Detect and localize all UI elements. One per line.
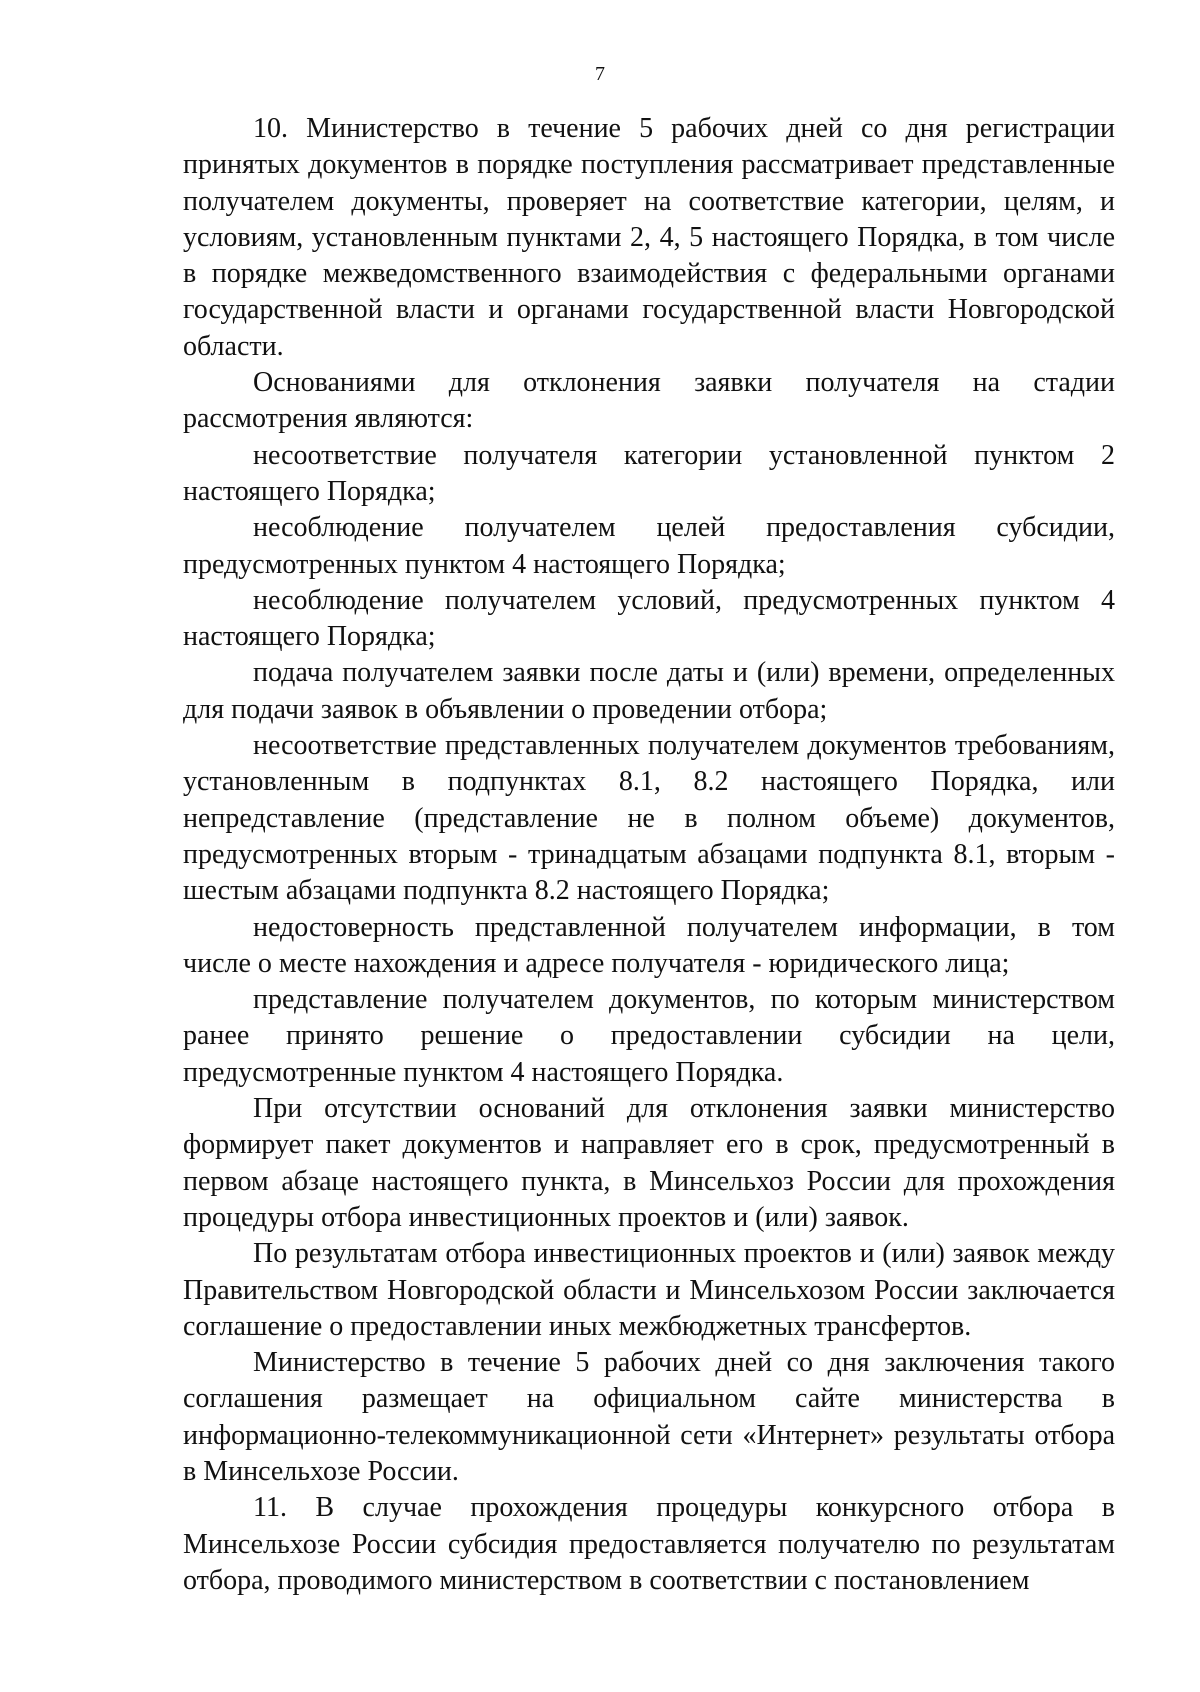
paragraph-conditions-noncompliance: несоблюдение получателем условий, предусмотренных пунктом 4 настоящего Порядка; xyxy=(183,584,1115,653)
paragraph-results-publication: Министерство в течение 5 рабочих дней со дня заключения такого соглашения размещает на официальном сайте министерства в информационно-телекоммуникационной сети «Интернет» результаты отбора в Минсельхозе России. xyxy=(183,1347,1115,1487)
paragraph-unreliable-information: недостоверность представленной получателем информации, в том числе о месте нахождения и адресе получателя - юридического лица; xyxy=(183,911,1115,979)
paragraph-package-forwarding: При отсутствии оснований для отклонения заявки министерство формирует пакет документов и направляет его в срок, предусмотренный в первом абзаце настоящего пункта, в Минсельхоз России для прохождения процедуры отбора инвестиционных проектов и (или) заявок. xyxy=(183,1093,1115,1233)
paragraph-category-mismatch: несоответствие получателя категории установленной пунктом 2 настоящего Порядка; xyxy=(183,439,1115,507)
document-body xyxy=(183,111,1115,1599)
paragraph-duplicate-decision: представление получателем документов, по которым министерством ранее принято решение о предоставлении субсидии на цели, предусмотренные пунктом 4 настоящего Порядка. xyxy=(183,984,1115,1088)
paragraph-documents-mismatch: несоответствие представленных получателем документов требованиям, установленным в подпунктах 8.1, 8.2 настоящего Порядка, или непредставление (представление не в полном объеме) документов, предусмотренных вторым - тринадцатым абзацами подпункта 8.1, вторым - шестым абзацами подпункта 8.2 настоящего Порядка; xyxy=(183,730,1115,907)
paragraph-10-review: 10. Министерство в течение 5 рабочих дней со дня регистрации принятых документов в порядке поступления рассматривает представленные получателем документы, проверяет на соответствие категории, целям, и условиям, установленным пунктами 2, 4, 5 настоящего Порядка, в том числе в порядке межведомственного взаимодействия с федеральными органами государственной власти и органами государственной власти Новгородской области. xyxy=(183,113,1115,362)
paragraph-agreement-conclusion: По результатам отбора инвестиционных проектов и (или) заявок между Правительством Новгородской области и Минсельхозом России заключается соглашение о предоставлении иных межбюджетных трансфертов. xyxy=(183,1238,1115,1342)
paragraph-late-submission: подача получателем заявки после даты и (или) времени, определенных для подачи заявок в объявлении о проведении отбора; xyxy=(183,657,1115,725)
page-number: 7 xyxy=(595,63,605,85)
paragraph-11-subsidy: 11. В случае прохождения процедуры конкурсного отбора в Минсельхозе России субсидия предоставляется получателю по результатам отбора, проводимого министерством в соответствии с постановлением xyxy=(183,1492,1115,1596)
paragraph-rejection-grounds: Основаниями для отклонения заявки получателя на стадии рассмотрения являются: xyxy=(183,367,1115,435)
paragraph-goals-noncompliance: несоблюдение получателем целей предоставления субсидии, предусмотренных пунктом 4 настоящего Порядка; xyxy=(183,512,1115,580)
